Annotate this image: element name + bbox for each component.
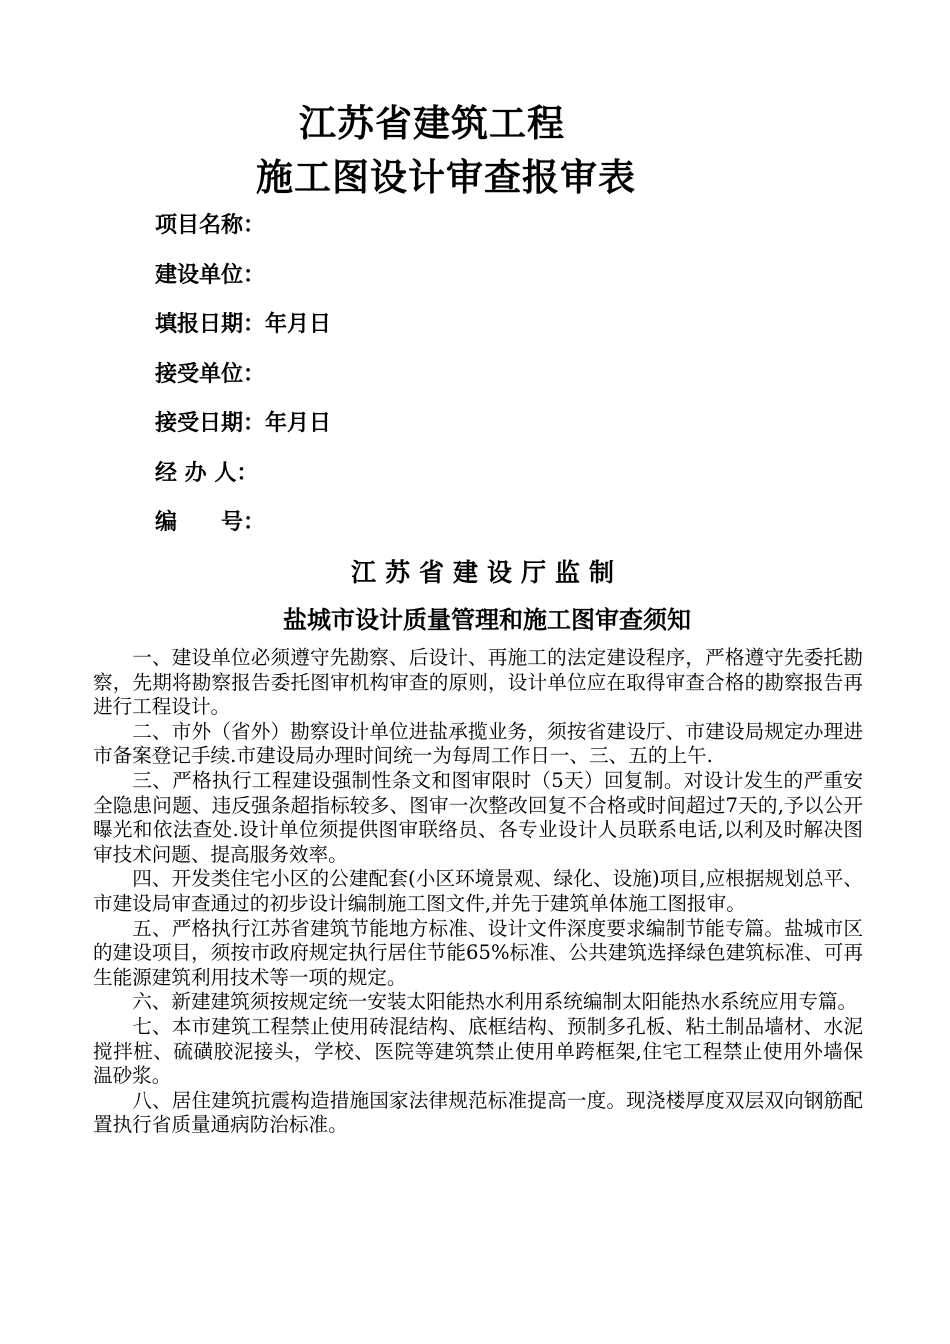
notice-item: 八、居住建筑抗震构造措施国家法律规范标准提高一度。现浇楼厚度双层双向钢筋配置执行省质量通病防治标准。: [93, 1088, 863, 1137]
agency-line: 江苏省建设厅监制: [350, 558, 623, 587]
notice-item: 七、本市建筑工程禁止使用砖混结构、底框结构、预制多孔板、粘土制品墙材、水泥搅拌桩、硫磺胶泥接头，学校、医院等建筑禁止使用单跨框架,住宅工程禁止使用外墙保温砂浆。: [93, 1014, 863, 1088]
field-value: 年月日: [265, 312, 332, 337]
field-receive-date: [155, 404, 331, 454]
field-receiving-unit: [155, 355, 331, 405]
field-label: 接受日期：: [155, 411, 266, 436]
notice-item: 一、建设单位必须遵守先勘察、后设计、再施工的法定建设程序，严格遵守先委托勘察，先期将勘察报告委托图审机构审查的原则，设计单位应在取得审查合格的勘察报告再进行工程设计。: [93, 646, 863, 719]
field-value: 年月日: [265, 411, 332, 436]
notice-item: 六、新建建筑须按规定统一安装太阳能热水利用系统编制太阳能热水系统应用专篇。: [132, 990, 858, 1014]
field-label: 编 号：: [155, 510, 266, 535]
notice-item: 三、严格执行工程建设强制性条文和图审限时（5天）回复制。对设计发生的严重安全隐患问题、违反强条超指标较多、图审一次整改回复不合格或时间超过7天的,予以公开曝光和依法查处.设计单位须提供图审联络员、各专业设计人员联系电话,以利及时解决图审技术问题、提高服务效率。: [93, 768, 863, 866]
field-label: 接受单位：: [155, 361, 266, 387]
field-label: 建设单位：: [155, 262, 266, 288]
form-fields: [155, 206, 331, 553]
field-project-name: [155, 206, 331, 256]
field-handler: [155, 454, 331, 504]
field-report-date: [155, 305, 331, 355]
field-label: 项目名称：: [155, 213, 266, 238]
field-label: 经 办 人：: [155, 460, 259, 486]
field-number: [155, 503, 331, 553]
notice-item: 四、开发类住宅小区的公建配套(小区环境景观、绿化、设施)项目,应根据规划总平、市建设局审查通过的初步设计编制施工图文件,并先于建筑单体施工图报审。: [93, 867, 863, 915]
notice-item: 五、严格执行江苏省建筑节能地方标准、设计文件深度要求编制节能专篇。盐城市区的建设项目，须按市政府规定执行居住节能65%标准、公共建筑选择绿色建筑标准、可再生能源建筑利用技术等一项的规定。: [93, 916, 863, 989]
field-construction-unit: [155, 256, 331, 306]
field-label: 填报日期：: [155, 312, 266, 337]
notice-title: 盐城市设计质量管理和施工图审查须知: [283, 605, 691, 634]
document-title-line1: 江苏省建筑工程: [299, 102, 565, 145]
document-title-line2: 施工图设计审查报审表: [256, 156, 636, 199]
notice-item: 二、市外（省外）勘察设计单位进盐承揽业务，须按省建设厅、市建设局规定办理进市备案登记手续.市建设局办理时间统一为每周工作日一、三、五的上午.: [93, 719, 863, 768]
notice-body: [93, 646, 863, 1138]
